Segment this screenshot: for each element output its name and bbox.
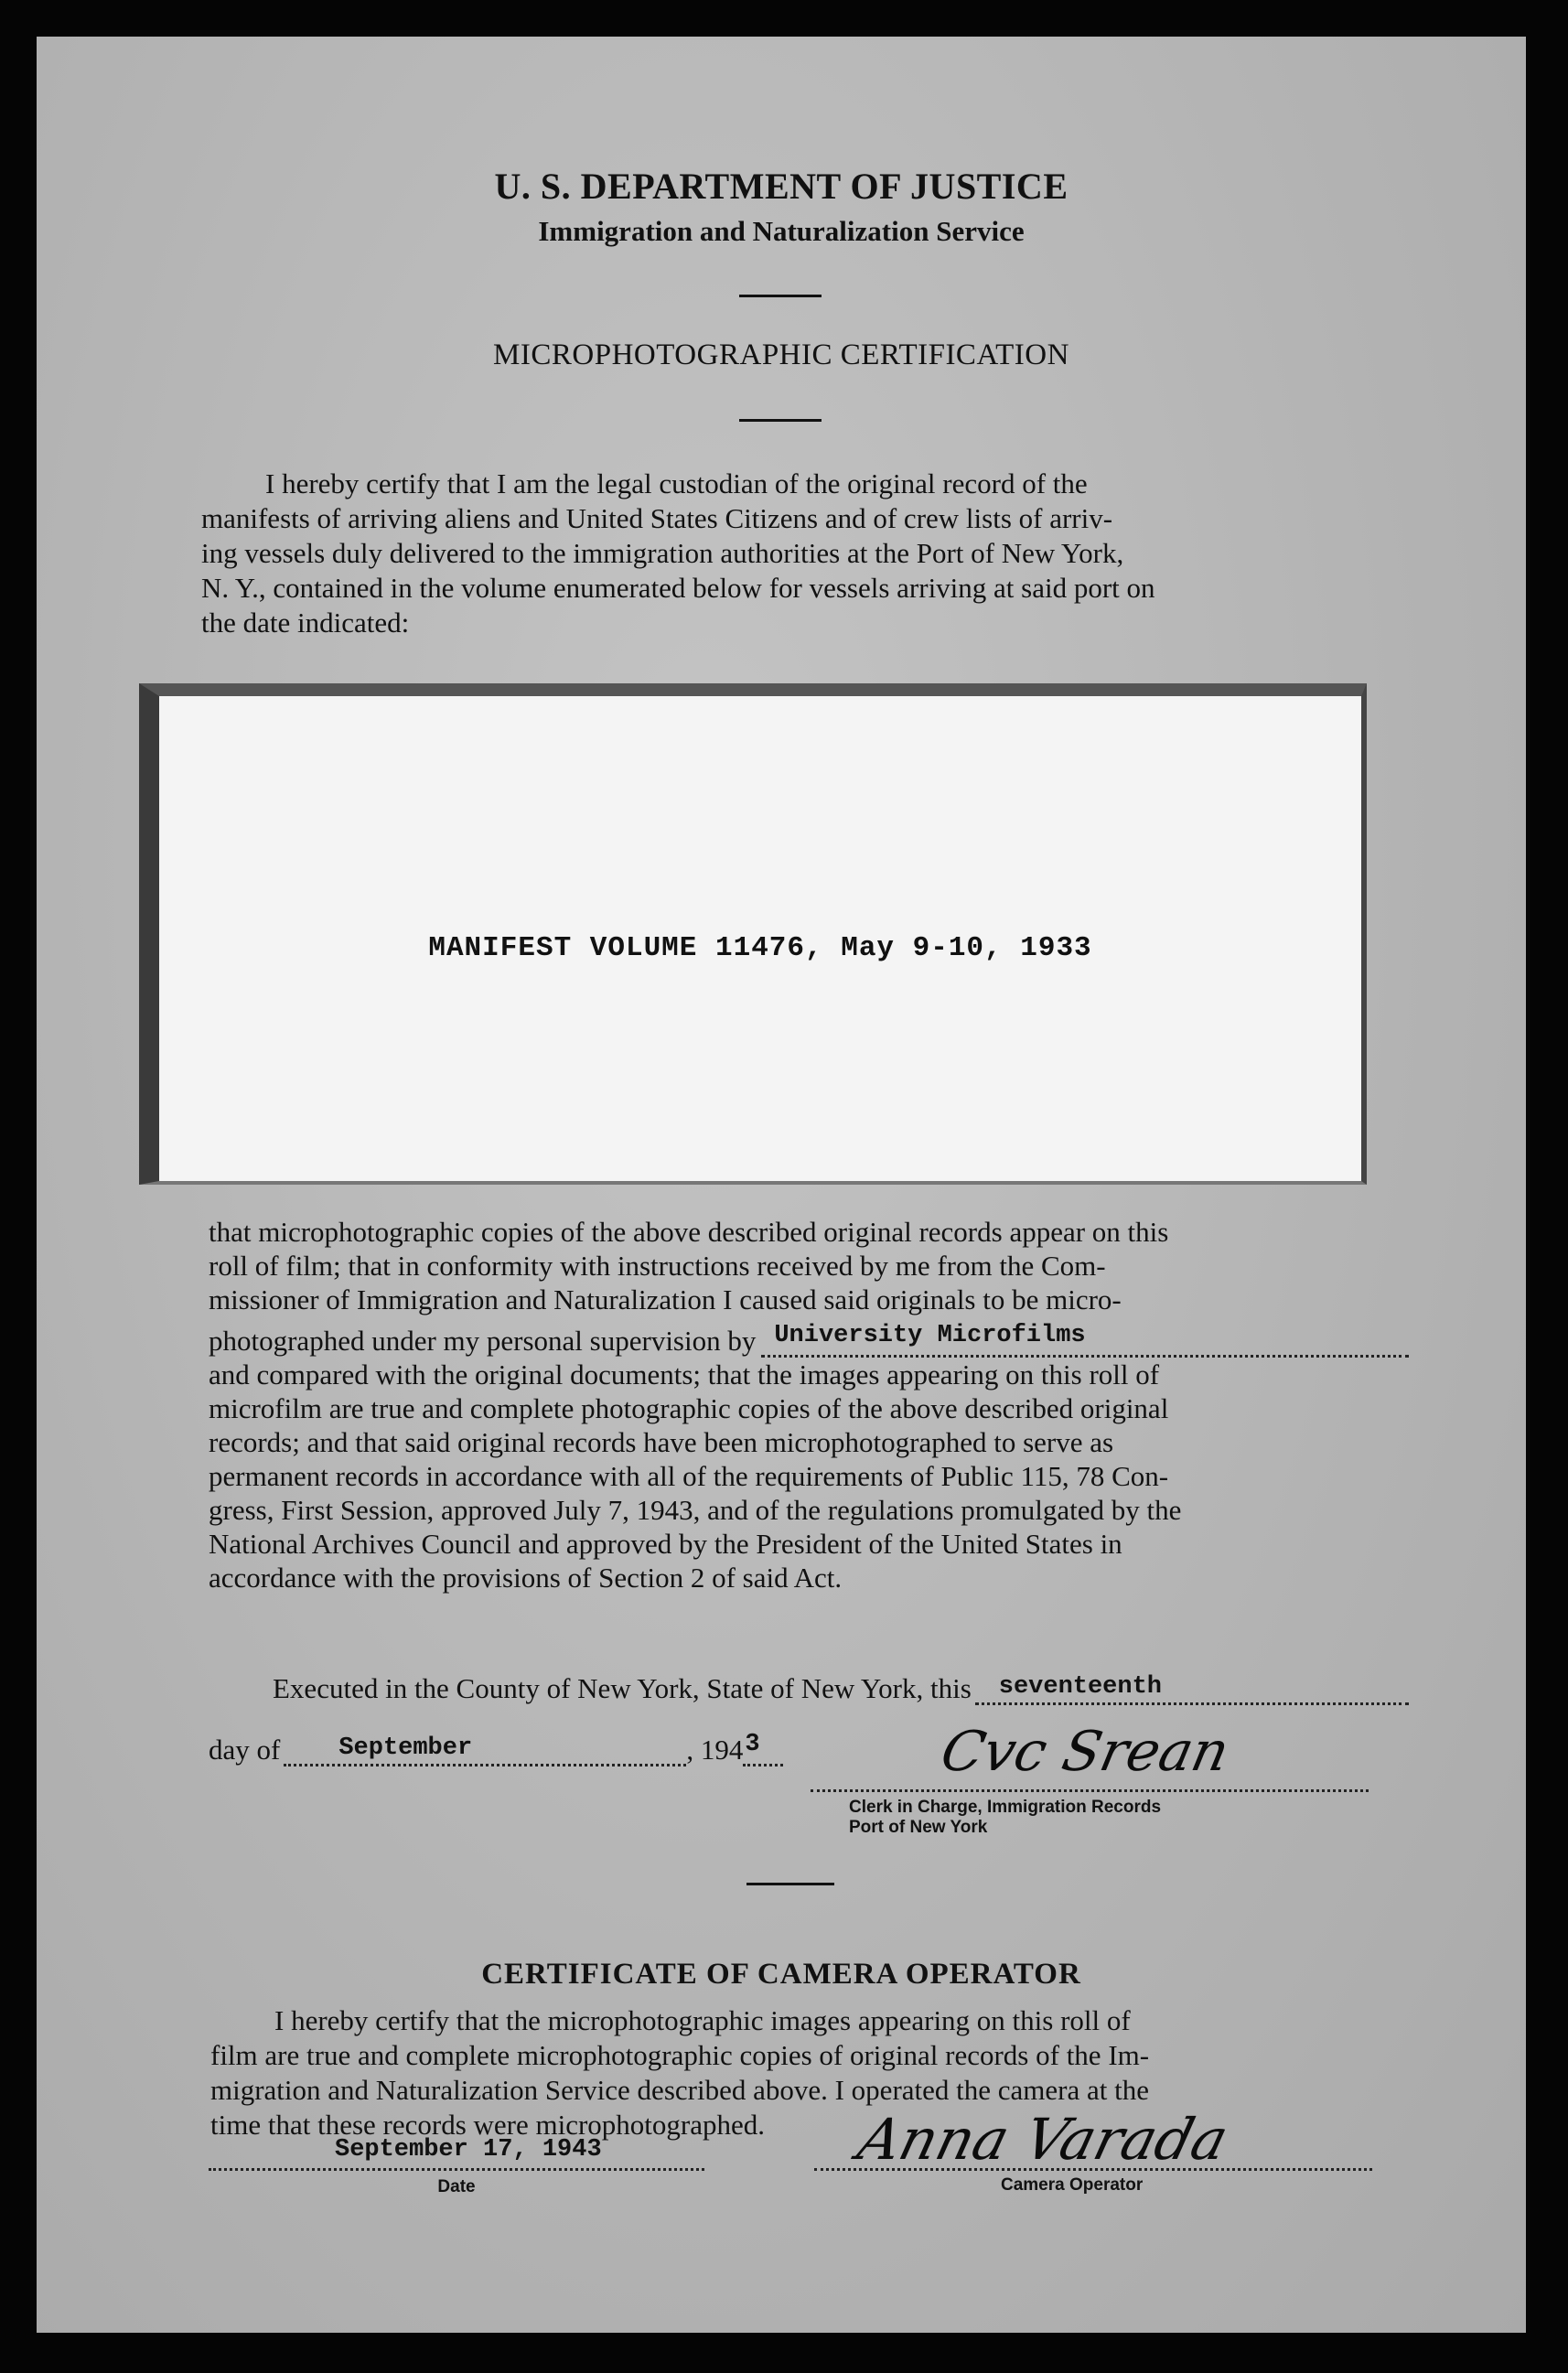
operator-signature: Anna Varada [851, 2106, 1235, 2173]
divider [739, 295, 822, 297]
camera-certificate-line: migration and Naturalization Service described above. I operated the camera at the [210, 2074, 1149, 2106]
camera-certificate-line: I hereby certify that the microphotographic images appearing on this roll of [274, 2004, 1131, 2036]
operator-label: Camera Operator [1001, 2175, 1144, 2195]
camera-certificate-line: film are true and complete microphotographic copies of original records of the Im- [210, 2039, 1150, 2071]
divider [746, 1883, 834, 1885]
service-heading: Immigration and Naturalization Service [538, 215, 1025, 247]
body-paragraph [209, 1215, 1409, 1595]
operator-date-value: September 17, 1943 [335, 2136, 602, 2164]
date-line [209, 1731, 867, 1766]
date-line [209, 2164, 704, 2171]
camera-certificate-title: CERTIFICATE OF CAMERA OPERATOR [481, 1958, 1081, 1991]
body-line: records; and that said original records have been microphotographed to serve as [209, 1426, 1114, 1458]
intro-line: the date indicated: [201, 607, 410, 639]
clerk-signature: Cvc Srean [935, 1720, 1235, 1784]
year-prefix: , 194 [686, 1734, 744, 1766]
body-line: accordance with the provisions of Section 2 of said Act. [209, 1562, 843, 1594]
intro-line: manifests of arriving aliens and United States Citizens and of crew lists of arriv- [201, 502, 1113, 534]
department-heading: U. S. DEPARTMENT OF JUSTICE [494, 166, 1069, 207]
body-line: roll of film; that in conformity with instructions received by me from the Com- [209, 1250, 1106, 1282]
month-field [284, 1736, 686, 1766]
microfilmer-field [761, 1322, 1409, 1358]
clerk-title [849, 1798, 1161, 1838]
year-field [743, 1731, 783, 1766]
certificate-page [37, 37, 1526, 2333]
camera-certificate-line: time that these records were microphotographed. [210, 2109, 765, 2141]
body-line: and compared with the original documents; that the images appearing on this roll of [209, 1358, 1160, 1391]
page-title: MICROPHOTOGRAPHIC CERTIFICATION [493, 338, 1069, 371]
body-line: missioner of Immigration and Naturalization I caused said originals to be micro- [209, 1283, 1122, 1315]
intro-paragraph [201, 467, 1402, 640]
intro-line: I hereby certify that I am the legal custodian of the original record of the [265, 467, 1088, 499]
manifest-card [139, 683, 1367, 1185]
year-digit: 3 [745, 1731, 760, 1758]
body-line: permanent records in accordance with all of the requirements of Public 115, 78 Con- [209, 1460, 1169, 1492]
supervision-label: photographed under my personal supervision by [209, 1325, 757, 1357]
clerk-signature-line [811, 1786, 1369, 1792]
body-line: that microphotographic copies of the above described original records appear on this [209, 1216, 1169, 1248]
month-value: September [338, 1734, 473, 1762]
divider [739, 419, 822, 422]
intro-line: ing vessels duly delivered to the immigration authorities at the Port of New York, [201, 537, 1124, 569]
intro-line: N. Y., contained in the volume enumerated below for vessels arriving at said port on [201, 572, 1155, 604]
execution-day-value: seventeenth [998, 1673, 1162, 1701]
execution-day-field [975, 1675, 1409, 1705]
clerk-title-line: Clerk in Charge, Immigration Records [849, 1798, 1162, 1817]
execution-line [273, 1672, 1409, 1705]
body-line: National Archives Council and approved by the President of the United States in [209, 1528, 1122, 1560]
manifest-volume-label: MANIFEST VOLUME 11476, May 9-10, 1933 [428, 932, 1092, 964]
date-label: Date [437, 2177, 476, 2196]
clerk-location-line: Port of New York [849, 1818, 988, 1837]
body-line: gress, First Session, approved July 7, 1943, and of the regulations promulgated by the [209, 1494, 1182, 1526]
day-of-label: day of [209, 1734, 281, 1766]
microfilmer-value: University Microfilms [774, 1322, 1086, 1349]
body-line [209, 1324, 1409, 1358]
body-line: microfilm are true and complete photographic copies of the above described original [209, 1392, 1169, 1424]
execution-label: Executed in the County of New York, State of New York, this [273, 1672, 972, 1704]
